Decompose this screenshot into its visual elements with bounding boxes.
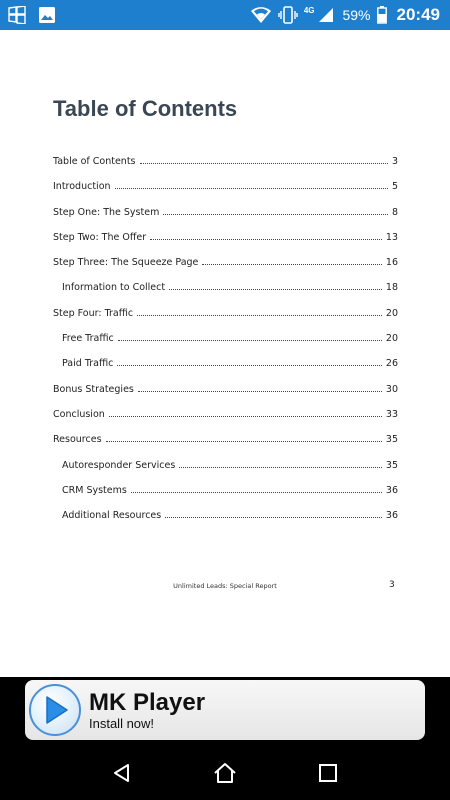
toc-entry-label: Paid Traffic (62, 358, 114, 370)
toc-entry[interactable] (53, 384, 398, 409)
toc-entry-label: Table of Contents (53, 156, 136, 167)
toc-entry-label: Information to Collect (62, 282, 166, 294)
toc-entry-page: 20 (385, 333, 398, 345)
toc-entry-page: 8 (391, 206, 398, 218)
recents-icon[interactable] (310, 755, 346, 791)
toc-entry[interactable] (53, 156, 398, 181)
toc-entry[interactable] (53, 282, 398, 307)
toc-entry-page: 36 (385, 484, 398, 496)
toc-entry[interactable] (53, 510, 398, 535)
toc-leader-dots (179, 460, 382, 468)
toc-entry-page: 13 (385, 231, 398, 243)
status-bar (0, 0, 450, 30)
toc-entry[interactable] (53, 207, 398, 232)
toc-entry-label: Step Three: The Squeeze Page (53, 257, 199, 269)
toc-entry[interactable] (53, 485, 398, 510)
toc-entry-page: 20 (385, 307, 398, 319)
toc-entry-label: Step One: The System (53, 206, 160, 218)
toc-entry[interactable] (53, 434, 398, 459)
page-number: 3 (389, 580, 395, 590)
toc-leader-dots (150, 232, 382, 240)
table-of-contents (53, 156, 398, 535)
toc-leader-dots (109, 409, 382, 417)
ad-text (89, 690, 205, 731)
navigation-bar (0, 745, 450, 800)
toc-entry-page: 30 (385, 383, 398, 395)
toc-leader-dots (138, 384, 382, 392)
toc-entry-page: 5 (391, 181, 398, 193)
document-page[interactable] (0, 30, 450, 677)
toc-entry-page: 18 (385, 282, 398, 294)
toc-leader-dots (140, 156, 388, 164)
page-footer-text: Unlimited Leads: Special Report (173, 582, 277, 590)
windows-tiles-icon (8, 6, 26, 24)
toc-entry[interactable] (53, 181, 398, 206)
toc-entry-page: 35 (385, 459, 398, 471)
home-icon[interactable] (207, 755, 243, 791)
toc-leader-dots (131, 485, 382, 493)
toc-entry[interactable] (53, 308, 398, 333)
toc-entry-page: 35 (385, 434, 398, 446)
toc-leader-dots (106, 434, 382, 442)
toc-leader-dots (202, 257, 382, 265)
toc-entry-page: 36 (385, 510, 398, 522)
clock: 20:49 (396, 5, 440, 24)
toc-entry-label: Step Two: The Offer (53, 231, 147, 243)
toc-entry[interactable] (53, 232, 398, 257)
toc-entry-label: Resources (53, 434, 102, 446)
toc-leader-dots (115, 181, 388, 189)
toc-entry-label: Free Traffic (62, 333, 114, 345)
play-icon (29, 684, 81, 736)
signal-icon (318, 7, 334, 23)
toc-entry-label: Introduction (53, 181, 111, 193)
toc-leader-dots (117, 358, 382, 366)
ad-banner[interactable] (25, 680, 425, 740)
network-type: 4G (303, 5, 315, 15)
toc-entry[interactable] (53, 333, 398, 358)
toc-entry-page: 16 (385, 257, 398, 269)
toc-entry-label: Step Four: Traffic (53, 307, 134, 319)
ad-subtitle: Install now! (89, 715, 155, 731)
toc-entry-label: Conclusion (53, 408, 105, 420)
toc-entry-label: Bonus Strategies (53, 383, 134, 395)
vibrate-icon (278, 6, 298, 24)
toc-leader-dots (163, 207, 388, 215)
status-right-icons (250, 5, 450, 25)
toc-entry[interactable] (53, 409, 398, 434)
toc-entry-label: CRM Systems (62, 484, 127, 496)
toc-entry[interactable] (53, 358, 398, 383)
toc-leader-dots (165, 510, 382, 518)
toc-leader-dots (137, 308, 382, 316)
image-icon (38, 6, 56, 24)
toc-entry-page: 26 (385, 358, 398, 370)
back-icon[interactable] (104, 755, 140, 791)
toc-leader-dots (118, 333, 382, 341)
toc-entry-label: Autoresponder Services (62, 459, 176, 471)
toc-entry-label: Additional Resources (62, 510, 162, 522)
status-left-icons (0, 6, 56, 24)
battery-percent: 59% (342, 7, 371, 23)
toc-leader-dots (169, 282, 382, 290)
toc-entry-page: 33 (385, 408, 398, 420)
ad-title: MK Player (89, 688, 206, 716)
toc-entry[interactable] (53, 257, 398, 282)
wifi-icon (250, 6, 272, 24)
battery-icon (377, 6, 387, 24)
ad-banner-area (0, 677, 450, 745)
toc-entry-page: 3 (391, 156, 398, 167)
toc-entry[interactable] (53, 460, 398, 485)
page-title: Table of Contents (53, 96, 238, 121)
